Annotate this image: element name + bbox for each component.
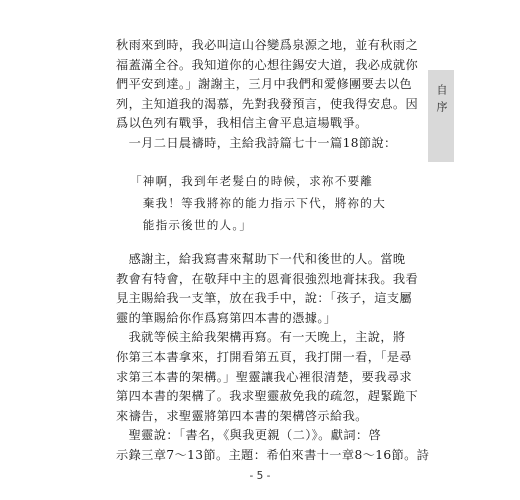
text-line: 爲以色列有戰爭，我相信主會平息這場戰爭。: [116, 116, 368, 131]
page-number: - 5 -: [249, 470, 271, 482]
quote-line: 棄我！等我將祢的能力指示下代，將祢的大: [130, 196, 386, 210]
text-line: 教會有特會，在敬拜中主的恩膏很強烈地膏抹我。我看: [116, 271, 419, 286]
text-line: 見主賜給我一支筆，放在我手中，說：「孩子，這支屬: [116, 291, 412, 306]
text-line: 感謝主，給我寫書來幫助下一代和後世的人。當晚: [116, 252, 406, 266]
text-line: 靈的筆賜給你作爲寫第四本書的憑據。」: [116, 310, 337, 325]
text-line: 們平安到達。」謝謝主，三月中我們和愛修團要去以色: [116, 77, 412, 92]
text-line: 第四本書的架構了。我求聖靈赦免我的疏忽，趕緊跪下: [116, 389, 419, 404]
text-line: 秋雨來到時，我必叫這山谷變爲泉源之地，並有秋雨之: [116, 38, 419, 52]
text-line: 示錄三章7～13節。主題：希伯來書十一章8～16節。詩: [116, 447, 430, 462]
text-line: 聖靈說：「書名，《與我更親（二）》。獻詞：啓: [116, 428, 382, 443]
text-line: 列，主知道我的渴慕，先對我發預言，使我得安息。因: [116, 96, 419, 111]
text-line: 福蓋滿全谷。我知道你的心想往錫安大道，我必成就你: [116, 57, 419, 72]
scripture-quote: [130, 170, 400, 236]
chapter-side-tab: [428, 70, 454, 162]
quote-line: 「神啊，我到年老髮白的時候，求祢不要離: [130, 174, 374, 188]
text-line: 一月二日晨禱時，主給我詩篇七十一篇18節說：: [116, 135, 397, 150]
text-line: 我就等候主給我架構再寫。有一天晚上，主說，將: [116, 330, 406, 345]
paragraph-block-top: [116, 36, 419, 154]
chapter-tab-label: 自序: [435, 84, 448, 118]
text-line: 你第三本書拿來，打開看第五頁，我打開一看，「是尋: [116, 349, 412, 364]
paragraph-block-bottom: [116, 250, 430, 466]
quote-line: 能指示後世的人。」: [130, 218, 253, 232]
text-line: 求第三本書的架構。」聖靈讓我心裡很清楚，要我尋求: [116, 369, 412, 384]
text-line: 來禱告，求聖靈將第四本書的架構啓示給我。: [116, 408, 368, 423]
